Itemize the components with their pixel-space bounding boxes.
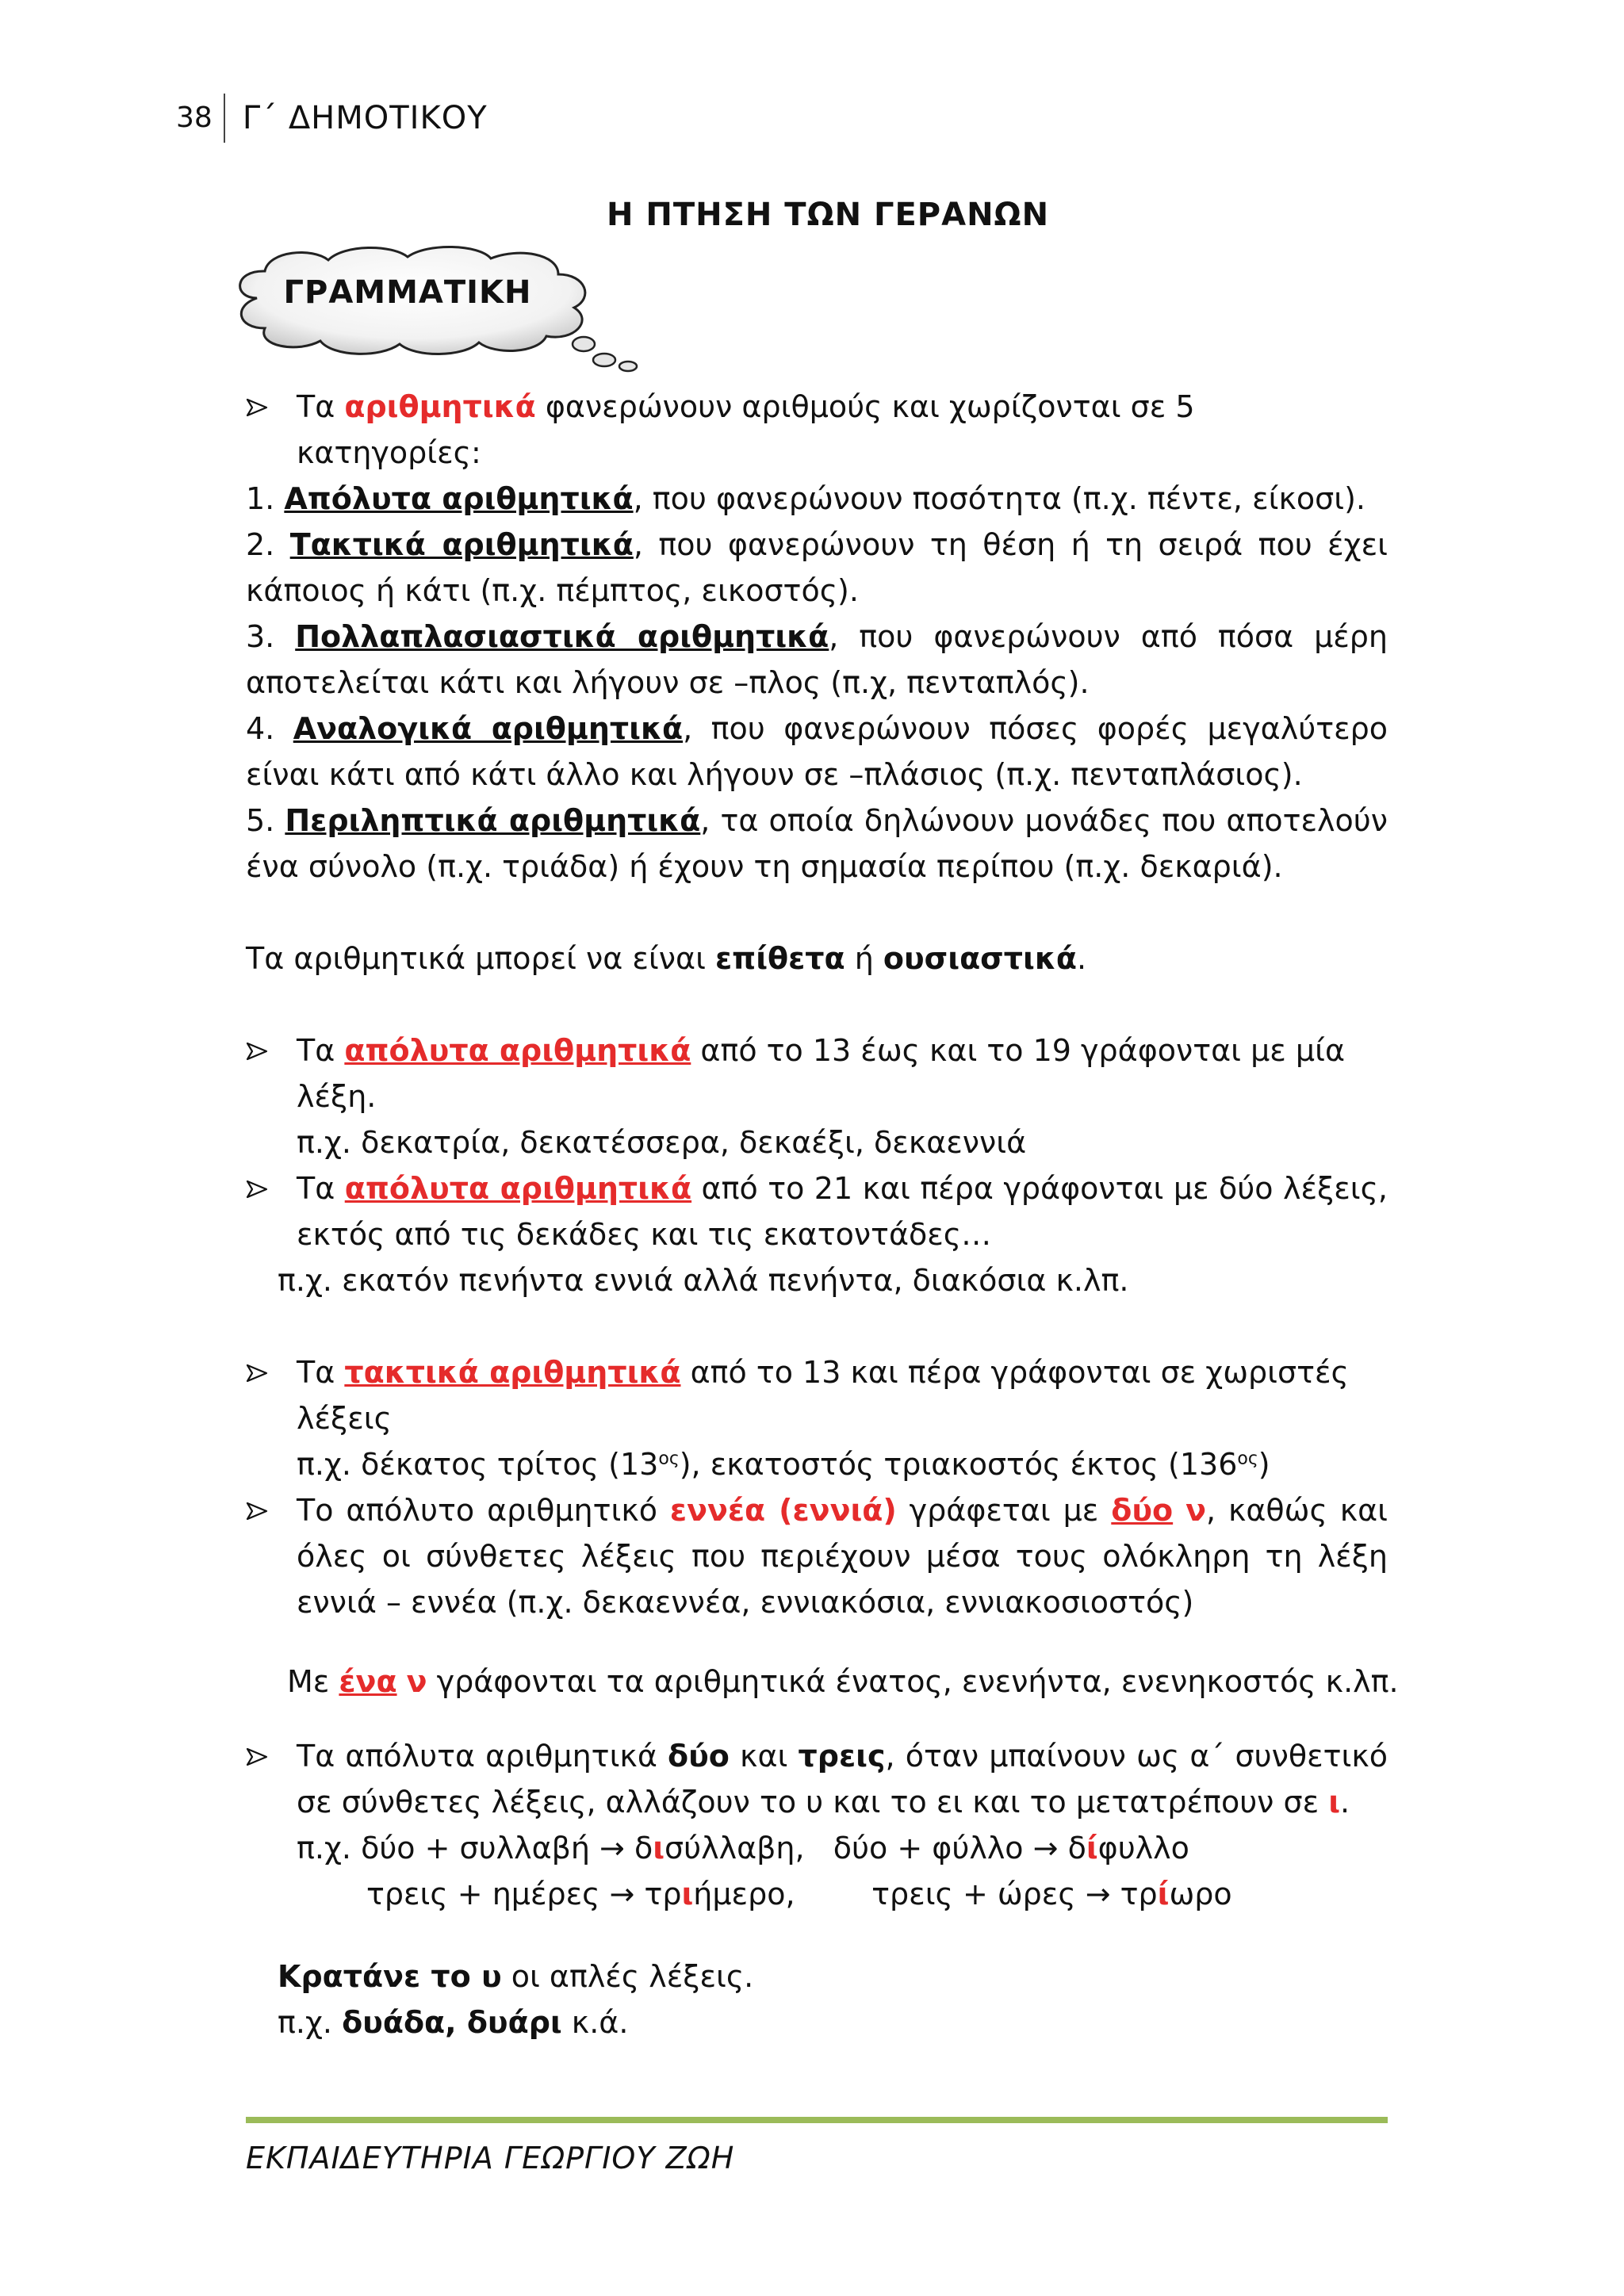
text <box>1173 1493 1185 1528</box>
item-term: Αναλογικά αριθμητικά <box>293 711 684 746</box>
text: Τα <box>297 1033 345 1068</box>
text: οι απλές λέξεις. <box>501 1959 754 1994</box>
text: Τα <box>297 389 345 424</box>
item-description: , που φανερώνουν ποσότητα (π.χ. πέντε, είκοσι). <box>633 481 1365 516</box>
list-item <box>246 476 1388 522</box>
item-description: , τα οποία δηλώνουν μονάδες που αποτελούν ένα σύνολο (π.χ. τριάδα) ή έχουν τη σημασία περίπου (π.χ. δεκαριά). <box>246 803 1388 884</box>
list-item <box>246 706 1388 798</box>
highlight-term: απόλυτα αριθμητικά <box>344 1171 692 1206</box>
rule-2 <box>246 1165 1388 1303</box>
intro-paragraph <box>246 384 1388 476</box>
keep-note <box>246 1954 1419 2045</box>
highlight-letter: ί <box>1086 1831 1098 1866</box>
text: Τα <box>297 1355 345 1390</box>
text: ), εκατοστός τριακοστός έκτος (136 <box>679 1447 1238 1482</box>
text: τρεις + ημέρες → <box>366 1877 645 1911</box>
text: Με <box>287 1664 339 1699</box>
text: . <box>1340 1785 1350 1820</box>
highlight-term: αριθμητικά <box>344 389 536 424</box>
page-number: 38 <box>176 94 225 143</box>
highlight-letter: ί <box>1157 1877 1170 1911</box>
item-number: 3. <box>246 619 296 654</box>
text: π.χ. <box>278 2005 343 2040</box>
text: από το 21 και πέρα γράφονται με δύο λέξεις, εκτός από τις δεκάδες και τις εκατοντάδες… <box>297 1171 1388 1252</box>
text: από το 13 και πέρα γράφονται σε χωριστές λέξεις <box>297 1355 1349 1436</box>
page-header <box>176 94 488 143</box>
arrow-bullet-icon <box>246 1165 278 1199</box>
item-term: Τακτικά αριθμητικά <box>289 527 634 562</box>
category-list <box>246 476 1388 890</box>
example-line <box>246 1871 1388 1917</box>
highlight-term: δύο <box>1111 1493 1174 1528</box>
item-description: , που φανερώνουν πόσες φορές μεγαλύτερο είναι κάτι από κάτι άλλο και λήγουν σε –πλάσιος (π.χ. πενταπλάσιος). <box>246 711 1388 792</box>
bold-term: τρεις <box>798 1739 886 1774</box>
text: , όταν μπαίνουν ως α΄ συνθετικό σε σύνθετες λέξεις, αλλάζουν το υ και το ει και το μετατρέπουν σε <box>297 1739 1388 1820</box>
text: Τα απόλυτα αριθμητικά <box>297 1739 668 1774</box>
text: δ <box>634 1831 653 1866</box>
item-number: 5. <box>246 803 285 838</box>
text: τρ <box>1120 1877 1158 1911</box>
highlight-term: ι <box>1328 1785 1340 1820</box>
example-line <box>246 1825 1388 1871</box>
item-term: Απόλυτα αριθμητικά <box>284 481 634 516</box>
footer-text: ΕΚΠΑΙΔΕΥΤΗΡΙΑ ΓΕΩΡΓΙΟΥ ΖΩΗ <box>246 2141 735 2175</box>
highlight-term: εννέα (εννιά) <box>669 1493 897 1528</box>
arrow-bullet-icon <box>246 1349 278 1383</box>
rule-4-note <box>246 1659 1429 1705</box>
types-paragraph <box>246 936 1388 982</box>
example-line: π.χ. εκατόν πενήντα εννιά αλλά πενήντα, διακόσια κ.λπ. <box>278 1263 1129 1298</box>
text: γράφονται τα αριθμητικά ένατος, ενενήντα, ενενηκοστός κ.λπ. <box>427 1664 1399 1699</box>
text: από το 13 έως και το 19 γράφονται με μία λέξη. <box>297 1033 1345 1114</box>
text: , καθώς και όλες οι σύνθετες λέξεις που περιέχουν μέσα τους ολόκληρη τη λέξη εννιά – εννέα (π.χ. δεκαεννέα, εννιακόσια, εννιακοσιοστός) <box>297 1493 1388 1620</box>
text: Το απόλυτο αριθμητικό <box>297 1493 670 1528</box>
bold-term: Κρατάνε το υ <box>278 1959 502 1994</box>
text <box>397 1664 407 1699</box>
arrow-bullet-icon <box>246 384 278 417</box>
text: κ.ά. <box>561 2005 629 2040</box>
arrow-bullet-icon <box>246 1487 278 1521</box>
rule-4 <box>246 1487 1388 1625</box>
rule-1 <box>246 1027 1388 1165</box>
highlight-letter: ι <box>653 1831 665 1866</box>
rule-5 <box>246 1733 1388 1917</box>
item-description: , που φανερώνουν τη θέση ή τη σειρά που έχει κάποιος ή κάτι (π.χ. πέμπτος, εικοστός). <box>246 527 1388 608</box>
running-title: Γ΄ ΔΗΜΟΤΙΚΟΥ <box>242 100 488 136</box>
bold-term: ουσιαστικά <box>883 941 1077 976</box>
text: ήμερο, τρεις + ώρες → <box>693 1877 1120 1911</box>
highlight-letter: ι <box>681 1877 694 1911</box>
text: Τα <box>297 1171 345 1206</box>
text: γράφεται με <box>896 1493 1112 1528</box>
bold-term: δύο <box>668 1739 730 1774</box>
text: π.χ. δέκατος τρίτος (13 <box>297 1447 659 1482</box>
rule-3 <box>246 1349 1388 1487</box>
highlight-term: απόλυτα αριθμητικά <box>344 1033 691 1068</box>
item-term: Περιληπτικά αριθμητικά <box>285 803 701 838</box>
item-number: 2. <box>246 527 290 562</box>
text: και <box>729 1739 799 1774</box>
item-description: , που φανερώνουν από πόσα μέρη αποτελείται κάτι και λήγουν σε –πλος (π.χ, πενταπλός). <box>246 619 1388 700</box>
arrow-bullet-icon <box>246 1027 278 1061</box>
text: ή <box>845 941 883 976</box>
highlight-term: ν <box>1185 1493 1206 1528</box>
footer-rule <box>246 2117 1388 2123</box>
text: σύλλαβη, δύο + φύλλο → <box>665 1831 1068 1866</box>
bold-term: επίθετα <box>715 941 845 976</box>
item-term: Πολλαπλασιαστικά αριθμητικά <box>295 619 829 654</box>
example-line: π.χ. δεκατρία, δεκατέσσερα, δεκαέξι, δεκαεννιά <box>297 1125 1027 1160</box>
text: . <box>1076 941 1087 976</box>
text: π.χ. δύο + συλλαβή → <box>297 1831 634 1866</box>
text: τρ <box>644 1877 682 1911</box>
text: φανερώνουν αριθμούς και χωρίζονται σε 5 κατηγορίες: <box>297 389 1195 470</box>
highlight-term: ένα <box>339 1664 397 1699</box>
text: φυλλο <box>1097 1831 1189 1866</box>
section-cloud <box>225 243 645 377</box>
section-label: ΓΡΑΜΜΑΤΙΚΗ <box>283 274 532 311</box>
arrow-bullet-icon <box>246 1733 278 1766</box>
item-number: 1. <box>246 481 285 516</box>
bold-term: δυάδα, δυάρι <box>342 2005 562 2040</box>
highlight-term: τακτικά αριθμητικά <box>344 1355 681 1390</box>
text: Τα αριθμητικά μπορεί να είναι <box>246 941 716 976</box>
highlight-term: ν <box>406 1664 427 1699</box>
example-line <box>297 1441 1388 1487</box>
lesson-title: Η ΠΤΗΣΗ ΤΩΝ ΓΕΡΑΝΩΝ <box>606 197 1050 233</box>
text: δ <box>1067 1831 1086 1866</box>
text: ) <box>1258 1447 1270 1482</box>
text: ωρο <box>1169 1877 1232 1911</box>
item-number: 4. <box>246 711 293 746</box>
list-item <box>246 614 1388 706</box>
list-item <box>246 798 1388 890</box>
superscript: ος <box>658 1448 680 1469</box>
superscript: ος <box>1237 1448 1258 1469</box>
list-item <box>246 522 1388 614</box>
